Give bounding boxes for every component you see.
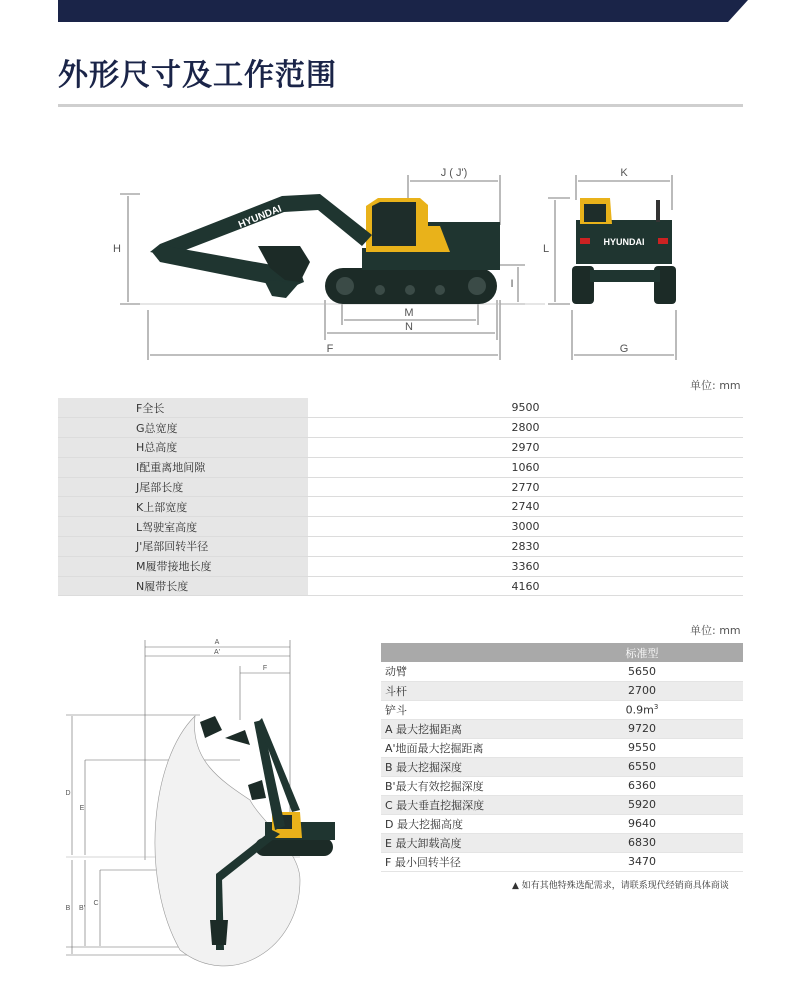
excavator-front-view bbox=[572, 198, 676, 304]
dimension-label: N履带长度 bbox=[58, 576, 308, 596]
wr-label-e: E bbox=[79, 805, 85, 812]
working-range-value bbox=[541, 719, 743, 738]
working-range-value-text: 6360 bbox=[628, 779, 656, 792]
wr-label-b: B bbox=[65, 905, 71, 912]
working-range-value-text: 5650 bbox=[628, 664, 656, 678]
dimension-value: 3360 bbox=[308, 556, 743, 576]
label-i: I bbox=[510, 278, 514, 290]
excavator-dimension-diagram bbox=[0, 0, 800, 380]
dimension-row bbox=[58, 477, 743, 497]
working-range-value-text: 5920 bbox=[628, 798, 656, 811]
working-range-row bbox=[381, 814, 743, 833]
dimension-row bbox=[58, 457, 743, 477]
unit-label-dimensions: 单位: mm bbox=[690, 379, 741, 392]
dimension-row bbox=[58, 497, 743, 517]
work-col-standard: 标准型 bbox=[541, 643, 743, 662]
working-range-label: 斗杆 bbox=[381, 681, 541, 700]
working-range-value-text: 2700 bbox=[628, 684, 656, 697]
working-range-label: F 最小回转半径 bbox=[381, 852, 541, 871]
working-range-value-text: 9720 bbox=[628, 722, 656, 735]
working-range-value bbox=[541, 814, 743, 833]
working-range-value-text: 6830 bbox=[628, 836, 656, 849]
footnote: ▲ 如有其他特殊选配需求，请联系现代经销商具体商谈 bbox=[512, 881, 729, 891]
working-range-value bbox=[541, 681, 743, 700]
working-range-row bbox=[381, 700, 743, 719]
working-range-row bbox=[381, 795, 743, 814]
working-range-value bbox=[541, 795, 743, 814]
working-range-row bbox=[381, 757, 743, 776]
label-f: F bbox=[326, 343, 334, 355]
dimension-label: K上部宽度 bbox=[58, 497, 308, 517]
dimension-value: 2770 bbox=[308, 477, 743, 497]
working-range-label: 铲斗 bbox=[381, 700, 541, 719]
label-k: K bbox=[620, 167, 628, 179]
excavator-working-pose bbox=[200, 716, 335, 950]
dimension-row bbox=[58, 537, 743, 557]
dimension-label: I配重离地间隙 bbox=[58, 457, 308, 477]
dimension-value: 9500 bbox=[308, 398, 743, 418]
working-range-value-text: 3470 bbox=[628, 855, 656, 868]
label-h: H bbox=[113, 243, 121, 255]
working-range-value-text: 6550 bbox=[628, 760, 656, 773]
label-n: N bbox=[405, 321, 413, 333]
working-range-value bbox=[541, 776, 743, 795]
working-range-value bbox=[541, 738, 743, 757]
dimension-row bbox=[58, 556, 743, 576]
label-l: L bbox=[542, 243, 550, 255]
working-range-row bbox=[381, 833, 743, 852]
working-range-label: A 最大挖掘距离 bbox=[381, 719, 541, 738]
dimension-row bbox=[58, 517, 743, 537]
dimensions-table bbox=[58, 398, 743, 596]
dimension-value: 2970 bbox=[308, 438, 743, 458]
wr-label-b2: B' bbox=[78, 905, 86, 912]
working-range-label: C 最大垂直挖掘深度 bbox=[381, 795, 541, 814]
dimension-row bbox=[58, 576, 743, 596]
dimension-label: L驾驶室高度 bbox=[58, 517, 308, 537]
working-range-row bbox=[381, 738, 743, 757]
dimension-value: 2830 bbox=[308, 537, 743, 557]
working-range-table bbox=[381, 643, 743, 872]
working-range-value bbox=[541, 852, 743, 871]
working-range-value bbox=[541, 833, 743, 852]
working-range-value bbox=[541, 700, 743, 719]
dimension-label: G总宽度 bbox=[58, 418, 308, 438]
unit-label-working-range: 单位: mm bbox=[690, 624, 741, 637]
working-range-label: B 最大挖掘深度 bbox=[381, 757, 541, 776]
wr-label-a2: A' bbox=[213, 649, 221, 656]
dimension-value: 2740 bbox=[308, 497, 743, 517]
boom-brand-text: HYUNDAI bbox=[237, 203, 284, 231]
working-range-label: A'地面最大挖掘距离 bbox=[381, 738, 541, 757]
working-range-row bbox=[381, 776, 743, 795]
dimension-value: 4160 bbox=[308, 576, 743, 596]
wr-label-d: D bbox=[65, 790, 71, 797]
unit-superscript: 3 bbox=[653, 702, 659, 711]
label-g: G bbox=[619, 343, 629, 355]
wr-label-a: A bbox=[214, 639, 220, 646]
dimension-label: F全长 bbox=[58, 398, 308, 418]
working-range-row bbox=[381, 662, 743, 681]
working-range-label: D 最大挖掘高度 bbox=[381, 814, 541, 833]
wr-label-f: F bbox=[262, 665, 268, 672]
working-range-value-text: 9550 bbox=[628, 741, 656, 754]
front-brand-text: HYUNDAI bbox=[603, 237, 645, 247]
working-range-row bbox=[381, 719, 743, 738]
working-range-value-text: 0.9m bbox=[625, 703, 654, 717]
working-range-row bbox=[381, 852, 743, 871]
working-range-label: E 最大卸载高度 bbox=[381, 833, 541, 852]
dimension-row bbox=[58, 398, 743, 418]
working-range-value-text: 9640 bbox=[628, 817, 656, 830]
excavator-side-view bbox=[150, 194, 500, 304]
page-title: 外形尺寸及工作范围 bbox=[58, 58, 337, 93]
dimension-value: 3000 bbox=[308, 517, 743, 537]
working-range-label: 动臂 bbox=[381, 662, 541, 681]
dimension-label: M履带接地长度 bbox=[58, 556, 308, 576]
working-range-label: B'最大有效挖掘深度 bbox=[381, 776, 541, 795]
label-j: J ( J') bbox=[440, 167, 468, 179]
wr-label-c: C bbox=[93, 900, 99, 907]
dimension-row bbox=[58, 438, 743, 458]
working-range-value bbox=[541, 662, 743, 681]
label-m: M bbox=[404, 307, 414, 319]
dimension-row bbox=[58, 418, 743, 438]
working-range-row bbox=[381, 681, 743, 700]
dimension-value: 1060 bbox=[308, 457, 743, 477]
dimension-label: J'尾部回转半径 bbox=[58, 537, 308, 557]
work-col-key bbox=[381, 643, 541, 662]
dimension-value: 2800 bbox=[308, 418, 743, 438]
dimension-label: J尾部长度 bbox=[58, 477, 308, 497]
working-range-value bbox=[541, 757, 743, 776]
dimension-label: H总高度 bbox=[58, 438, 308, 458]
